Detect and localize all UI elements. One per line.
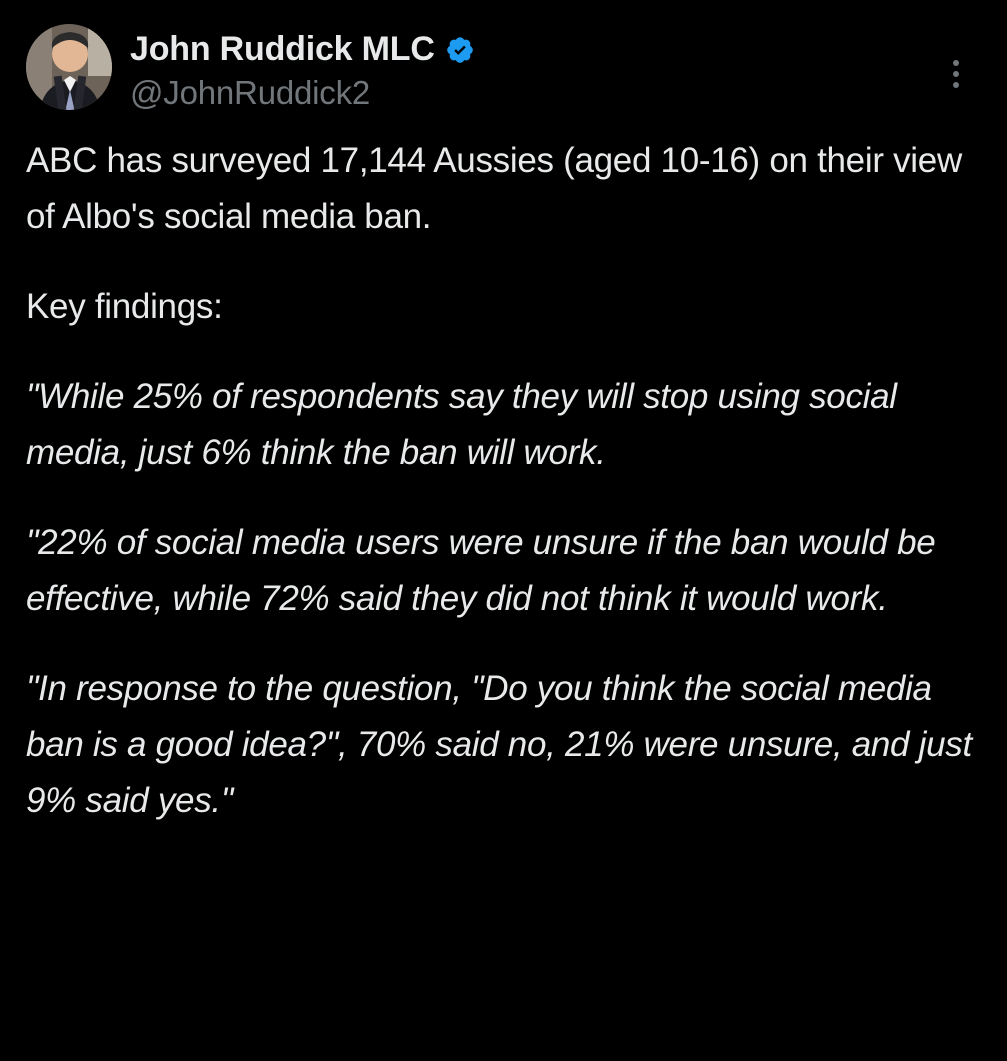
avatar[interactable] xyxy=(26,24,112,110)
more-dot xyxy=(953,71,959,77)
avatar-image xyxy=(26,24,112,110)
verified-badge-icon xyxy=(445,35,475,65)
tweet-header xyxy=(26,24,981,113)
author-handle[interactable]: @JohnRuddick2 xyxy=(130,74,371,112)
more-options-icon[interactable] xyxy=(939,54,973,94)
tweet-paragraph-key-findings: Key findings: xyxy=(26,286,223,326)
tweet-paragraph-intro: ABC has surveyed 17,144 Aussies (aged 10-16) on their view of Albo's social media ban. xyxy=(26,140,972,236)
author-names xyxy=(130,24,475,113)
tweet-paragraph-quote-3: "In response to the question, "Do you think the social media ban is a good idea?", 70% said no, 21% were unsure, and just 9% said yes." xyxy=(26,668,982,820)
more-dot xyxy=(953,60,959,66)
tweet-paragraph-quote-2: "22% of social media users were unsure if the ban would be effective, while 72% said they did not think it would work. xyxy=(26,522,945,618)
tweet-paragraph-quote-1: "While 25% of respondents say they will stop using social media, just 6% think the ban will work. xyxy=(26,376,907,472)
display-name[interactable]: John Ruddick MLC xyxy=(130,30,435,68)
display-name-row xyxy=(130,30,475,69)
more-dot xyxy=(953,82,959,88)
tweet-body xyxy=(26,133,981,829)
